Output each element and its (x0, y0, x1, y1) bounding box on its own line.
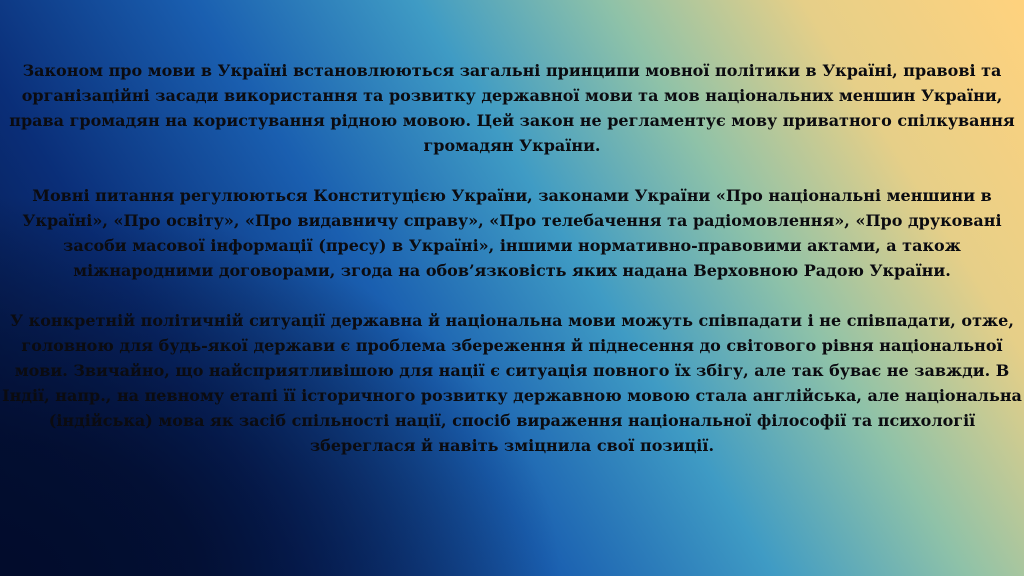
paragraph-state-national-language: У конкретній політичній ситуації державна й національна мови можуть співпадати і не співпадати, отже, головною для будь-якої держави є проблема збереження й піднесення до світового рівня національної мови. Звичайно, що найсприятливішою для нації є ситуація повного їх збігу, але так буває не завжди. В Індії, напр., на певному етапі її історичного розвитку державною мовою стала англійська, але національна (індійська) мова як засіб спільності нації, спосіб вираження національної філософії та психології збереглася й навіть зміцнила свої позиції. (2, 311, 1022, 455)
slide-text-body (0, 58, 1024, 458)
paragraph-legal-regulation: Мовні питання регулюються Конституцією України, законами України «Про національні меншини в Україні», «Про освіту», «Про видавничу справу», «Про телебачення та радіомовлення», «Про друковані засоби масової інформації (пресу) в Україні», іншими нормативно-правовими актами, а також міжнародними договорами, згода на обов’язковість яких надана Верховною Радою України. (22, 186, 1002, 280)
paragraph-language-law: Законом про мови в Україні встановлюються загальні принципи мовної політики в Україні, правові та організаційні засади використання та розвитку державної мови та мов національних меншин України, права громадян на користування рідною мовою. Цей закон не регламентує мову приватного спілкування громадян України. (9, 61, 1015, 155)
